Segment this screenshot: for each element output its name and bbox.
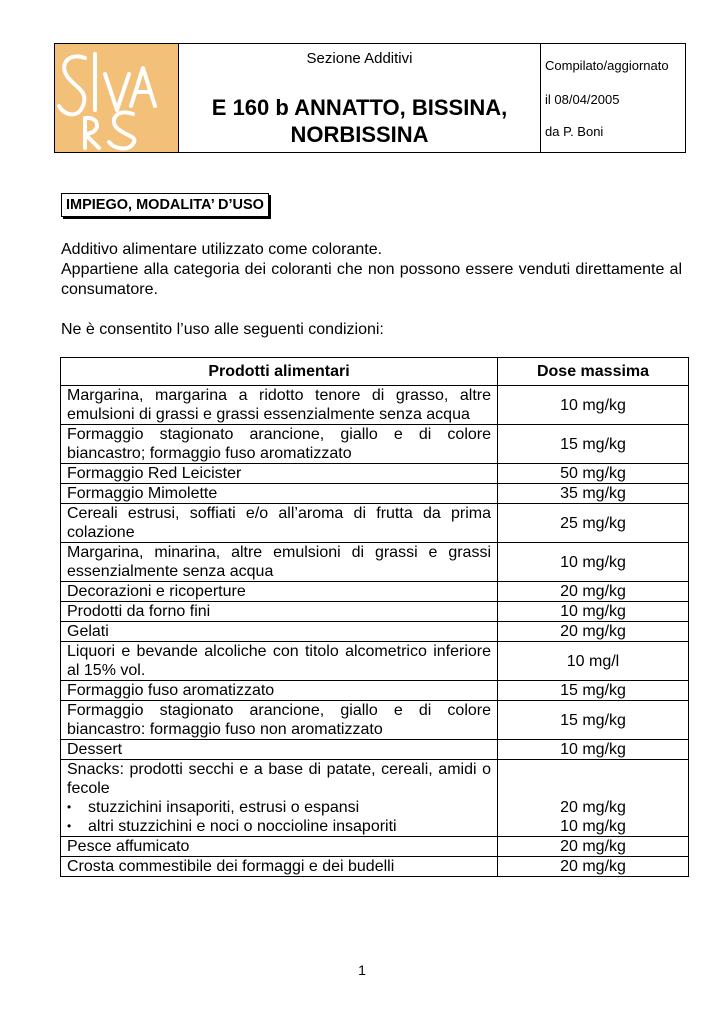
table-header-row bbox=[61, 358, 689, 386]
compiled-author: da P. Boni bbox=[545, 124, 604, 139]
table-row bbox=[61, 740, 689, 760]
product-cell: Formaggio Mimolette bbox=[61, 484, 498, 504]
section-heading: IMPIEGO, MODALITA’ D’USO bbox=[61, 193, 269, 217]
table-row bbox=[61, 681, 689, 701]
dose-cell: 20 mg/kg bbox=[498, 857, 689, 877]
dose-cell: 20 mg/kg bbox=[498, 837, 689, 857]
table-row bbox=[61, 504, 689, 543]
table-row bbox=[61, 642, 689, 681]
dose-cell: 10 mg/kg bbox=[498, 386, 689, 425]
table-row bbox=[61, 386, 689, 425]
snacks-intro: Snacks: prodotti secchi e a base di patate, cereali, amidi o fecole bbox=[67, 761, 491, 797]
product-cell bbox=[61, 760, 498, 837]
dose-cell: 50 mg/kg bbox=[498, 464, 689, 484]
intro-line3: Ne è consentito l’uso alle seguenti condizioni: bbox=[61, 321, 384, 338]
dose-cell: 15 mg/kg bbox=[498, 425, 689, 464]
dose-cell: 20 mg/kg bbox=[498, 582, 689, 602]
snacks-dose: 20 mg/kg bbox=[560, 799, 626, 816]
table-row bbox=[61, 543, 689, 582]
sivars-logo bbox=[55, 44, 179, 152]
table-row bbox=[61, 464, 689, 484]
product-cell: Formaggio stagionato arancione, giallo e di colore biancastro; formaggio fuso aromatizzato bbox=[61, 425, 498, 464]
product-cell: Margarina, minarina, altre emulsioni di grassi e grassi essenzialmente senza acqua bbox=[61, 543, 498, 582]
intro-line1: Additivo alimentare utilizzato come colorante. bbox=[61, 241, 383, 258]
column-header-products: Prodotti alimentari bbox=[61, 358, 498, 386]
section-label: Sezione Additivi bbox=[306, 50, 413, 67]
snacks-item: • stuzzichini insaporiti, estrusi o espansi bbox=[67, 798, 491, 817]
dose-cell: 25 mg/kg bbox=[498, 504, 689, 543]
table-row bbox=[61, 622, 689, 642]
meta-cell bbox=[545, 44, 685, 152]
compiled-date: il 08/04/2005 bbox=[545, 92, 620, 107]
dose-cell: 10 mg/kg bbox=[498, 543, 689, 582]
compiled-label: Compilato/aggiornato bbox=[545, 58, 669, 73]
page-number: 1 bbox=[358, 962, 366, 978]
additive-dose-table bbox=[60, 357, 689, 877]
table-row bbox=[61, 857, 689, 877]
dose-cell: 10 mg/kg bbox=[498, 740, 689, 760]
table-row bbox=[61, 425, 689, 464]
dose-cell: 10 mg/l bbox=[498, 642, 689, 681]
column-header-dose: Dose massima bbox=[498, 358, 689, 386]
product-cell: Prodotti da forno fini bbox=[61, 602, 498, 622]
dose-cell: 10 mg/kg bbox=[498, 602, 689, 622]
dose-cell: 15 mg/kg bbox=[498, 681, 689, 701]
product-cell: Liquori e bevande alcoliche con titolo alcometrico inferiore al 15% vol. bbox=[61, 642, 498, 681]
title-cell bbox=[179, 44, 541, 152]
table-row bbox=[61, 701, 689, 740]
product-cell: Dessert bbox=[61, 740, 498, 760]
table-row bbox=[61, 602, 689, 622]
dose-cell bbox=[498, 760, 689, 837]
document-title: E 160 b ANNATTO, BISSINA, NORBISSINA bbox=[211, 95, 508, 147]
product-cell: Formaggio Red Leicister bbox=[61, 464, 498, 484]
table-row bbox=[61, 582, 689, 602]
product-cell: Decorazioni e ricoperture bbox=[61, 582, 498, 602]
dose-cell: 20 mg/kg bbox=[498, 622, 689, 642]
snacks-dose: 10 mg/kg bbox=[560, 818, 626, 835]
dose-cell: 15 mg/kg bbox=[498, 701, 689, 740]
product-cell: Formaggio stagionato arancione, giallo e di colore biancastro: formaggio fuso non aromatizzato bbox=[61, 701, 498, 740]
product-cell: Margarina, margarina a ridotto tenore di grasso, altre emulsioni di grassi e grassi essenzialmente senza acqua bbox=[61, 386, 498, 425]
product-cell: Cereali estrusi, soffiati e/o all’aroma di frutta da prima colazione bbox=[61, 504, 498, 543]
product-cell: Pesce affumicato bbox=[61, 837, 498, 857]
product-cell: Formaggio fuso aromatizzato bbox=[61, 681, 498, 701]
product-cell: Gelati bbox=[61, 622, 498, 642]
table-row-snacks bbox=[61, 760, 689, 837]
dose-cell: 35 mg/kg bbox=[498, 484, 689, 504]
table-row bbox=[61, 837, 689, 857]
snacks-item: • altri stuzzichini e noci o noccioline insaporiti bbox=[67, 817, 491, 836]
product-cell: Crosta commestibile dei formaggi e dei budelli bbox=[61, 857, 498, 877]
intro-line2: Appartiene alla categoria dei coloranti che non possono essere venduti direttamente al consumatore. bbox=[61, 261, 682, 298]
table-row bbox=[61, 484, 689, 504]
document-header bbox=[54, 43, 686, 153]
